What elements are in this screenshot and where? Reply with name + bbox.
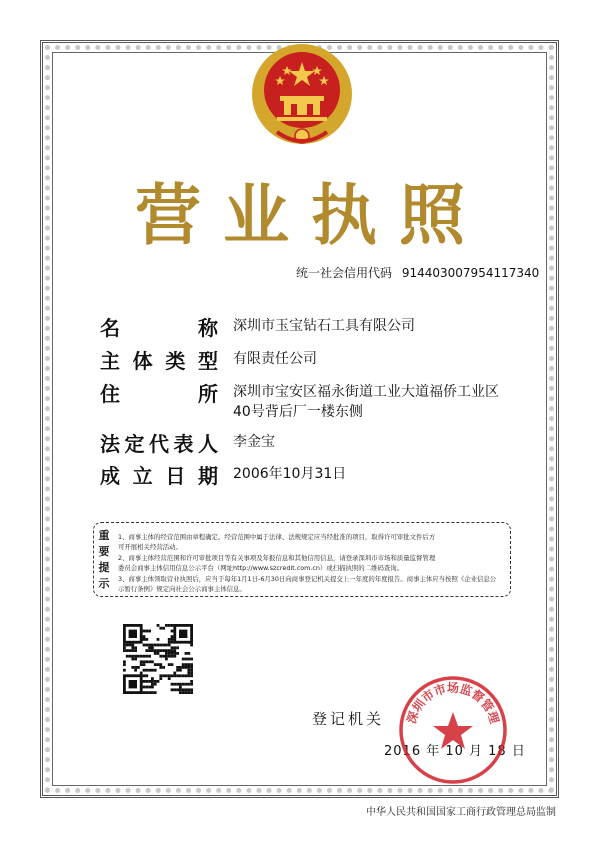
field-value (233, 464, 346, 484)
credit-code-label: 统一社会信用代码 (296, 266, 393, 280)
field-label-char: 成 (100, 464, 120, 488)
field-label (100, 428, 218, 457)
official-seal-icon (395, 672, 511, 788)
notice-line: 1、商事主体的经营范围由章程确定。经营范围中属于法律、法规规定应当经批准的项目，取得许可审批文件后方 (118, 533, 436, 541)
field-label-char: 法 (100, 432, 120, 456)
notice-line: 3、商事主体领取营业执照后，应当于每年1月1日-6月30日向商事登记机关提交上一年度的年度报告。商事主体应当按照《企业信息公 (118, 574, 497, 583)
field-value (233, 432, 275, 452)
registration-authority-label: 登记机关 (312, 710, 385, 728)
field-label-char: 所 (198, 382, 218, 406)
field-value-line: 李金宝 (233, 434, 275, 450)
field-label-char: 主 (100, 349, 120, 373)
field-value (233, 382, 499, 422)
field-label (100, 345, 218, 374)
notice-line: 委员会商事主体信用信息公示平台（网址http://www.szcredit.com.cn）或扫描执照的二维码查询。 (118, 564, 404, 573)
field-value-line: 2006年10月31日 (233, 466, 347, 482)
field-label-char: 型 (197, 349, 218, 373)
notice-line: 示暂行条例》规定向社会公示商事主体信息。 (118, 585, 246, 594)
field-value-line: 有限责任公司 (233, 351, 317, 367)
field-label-char: 称 (198, 316, 218, 340)
field-label-char: 期 (197, 464, 218, 488)
field-value (233, 316, 415, 336)
credit-code-value: 914403007954117340 (401, 266, 540, 280)
notice-title: 重要提示 (98, 529, 110, 590)
field-label-char: 定 (124, 432, 145, 456)
field-label (100, 312, 218, 341)
credit-code (296, 264, 539, 281)
svg-text:深圳市市场监督管理: 深圳市市场监督管理 (404, 680, 502, 726)
qr-code[interactable] (123, 624, 193, 694)
page-title: 营业执照 (135, 176, 487, 254)
field-label-char: 类 (165, 349, 186, 373)
field-value (233, 349, 317, 369)
field-label (100, 460, 218, 489)
field-label-char: 人 (198, 432, 218, 456)
field-label-char: 体 (132, 349, 153, 373)
notice-body (118, 532, 506, 594)
notice-line: 可开展相关经营活动。 (118, 543, 182, 552)
field-label-char: 日 (165, 464, 186, 488)
field-label-char: 立 (132, 464, 153, 488)
footer-text: 中华人民共和国国家工商行政管理总局监制 (366, 807, 556, 818)
field-label-char: 住 (100, 382, 120, 406)
registration-date: 2016 年 10 月 18 日 (384, 744, 526, 759)
field-label (100, 378, 218, 407)
field-value-line: 40号背后厂一楼东侧 (233, 404, 363, 420)
field-value-line: 深圳市宝安区福永街道工业大道福侨工业区 (233, 384, 499, 400)
field-label-char: 名 (100, 316, 120, 340)
field-value-line: 深圳市玉宝钻石工具有限公司 (233, 318, 415, 334)
notice-line: 2、商事主体经营范围和许可审批项目等有关事项及年报信息和其他信用信息，请登录深圳市市场和质量监督管理 (118, 553, 436, 562)
field-label-char: 代 (149, 432, 169, 456)
national-emblem-icon (247, 38, 357, 150)
field-label-char: 表 (173, 432, 194, 456)
